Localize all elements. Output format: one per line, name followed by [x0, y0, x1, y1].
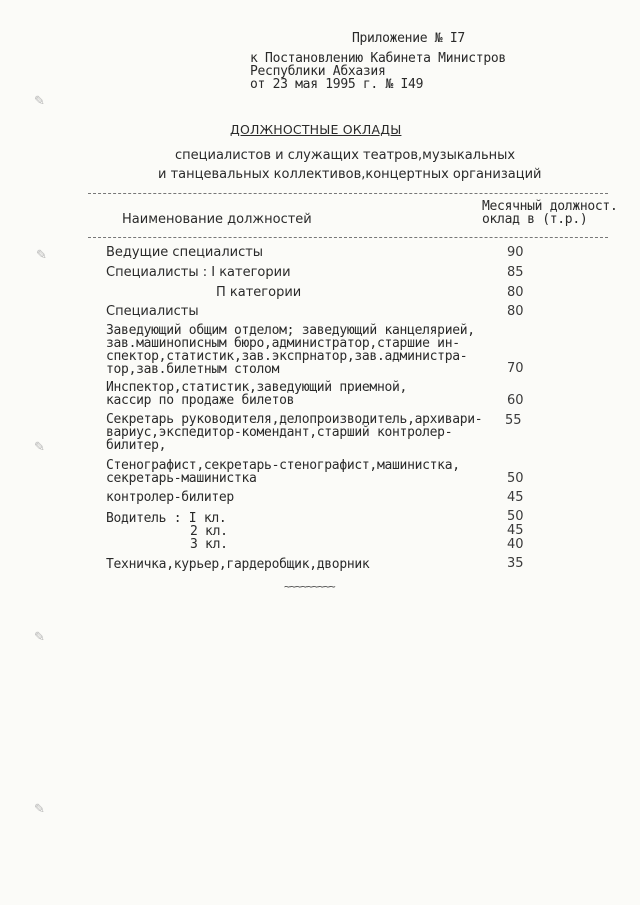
appendix-number: Приложение № I7	[352, 31, 465, 46]
page-title: ДОЛЖНОСТНЫЕ ОКЛАДЫ	[230, 122, 402, 137]
margin-mark: ✎	[34, 802, 45, 817]
table-row-name-line: Заведующий общим отделом; заведующий канцелярией,	[106, 323, 475, 338]
table-row-value: 45	[507, 523, 524, 538]
table-row-value: 90	[507, 245, 524, 260]
table-row-name-line: спектор,статистик,зав.экспрнатор,зав.администра-	[106, 349, 468, 364]
column-header-salary-line-2: оклад в (т.р.)	[482, 212, 588, 227]
column-header-name: Наименование должностей	[122, 212, 312, 227]
decree-date: от 23 мая 1995 г. № I49	[250, 77, 424, 92]
table-row-name: Специалисты : I категории	[106, 265, 291, 280]
table-row-name-line: Секретарь руководителя,делопроизводитель,архивари-	[106, 412, 483, 427]
table-row-name: П категории	[216, 285, 302, 300]
table-row-name-line: Техничка,курьер,гардеробщик,дворник	[106, 557, 370, 572]
table-row-value: 40	[507, 537, 524, 552]
table-row-value: 80	[507, 285, 524, 300]
closing-mark: ~~~~~~~~~	[284, 580, 335, 593]
table-row-name-line: контролер-билитер	[106, 490, 234, 505]
margin-mark: ✎	[34, 630, 45, 645]
margin-mark: ✎	[36, 248, 47, 263]
margin-mark: ✎	[34, 94, 45, 109]
decree-reference: к Постановлению Кабинета Министров	[250, 51, 506, 66]
table-row-name-line: Водитель : I кл.	[106, 511, 227, 526]
table-row-value: 60	[507, 393, 524, 408]
column-header-salary-line-1: Месячный должност.	[482, 199, 618, 214]
page-subtitle-line-1: специалистов и служащих театров,музыкальных	[175, 148, 516, 163]
table-row-name-line: Стенографист,секретарь-стенографист,машинистка,	[106, 458, 460, 473]
table-row-value: 50	[507, 509, 524, 524]
table-row-value: 85	[507, 265, 524, 280]
table-row-name-line: 3 кл.	[190, 537, 228, 552]
table-row-name: Ведущие специалисты	[106, 245, 264, 260]
table-row-name-line: Инспектор,статистик,заведующий приемной,	[106, 380, 408, 395]
table-row-name: Специалисты	[106, 304, 199, 319]
table-top-rule	[88, 193, 608, 194]
page-subtitle-line-2: и танцевальных коллективов,концертных организаций	[158, 167, 542, 182]
table-row-name-line: билитер,	[106, 438, 167, 453]
table-row-name-line: кассир по продаже билетов	[106, 393, 295, 408]
table-row-value: 50	[507, 471, 524, 486]
table-row-value: 45	[507, 490, 524, 505]
table-row-name-line: 2 кл.	[190, 524, 228, 539]
table-row-value: 55	[505, 413, 522, 428]
table-row-name-line: тор,зав.билетным столом	[106, 362, 280, 377]
table-row-value: 35	[507, 556, 524, 571]
table-row-name-line: вариус,экспедитор-комендант,старший контролер-	[106, 425, 453, 440]
table-row-value: 70	[507, 361, 524, 376]
table-header-rule	[88, 237, 608, 238]
margin-mark: ✎	[34, 440, 45, 455]
republic-name: Республики Абхазия	[250, 64, 386, 79]
table-row-name-line: секретарь-машинистка	[106, 471, 257, 486]
table-row-name-line: зав.машинописным бюро,администратор,старшие ин-	[106, 336, 460, 351]
table-row-value: 80	[507, 304, 524, 319]
